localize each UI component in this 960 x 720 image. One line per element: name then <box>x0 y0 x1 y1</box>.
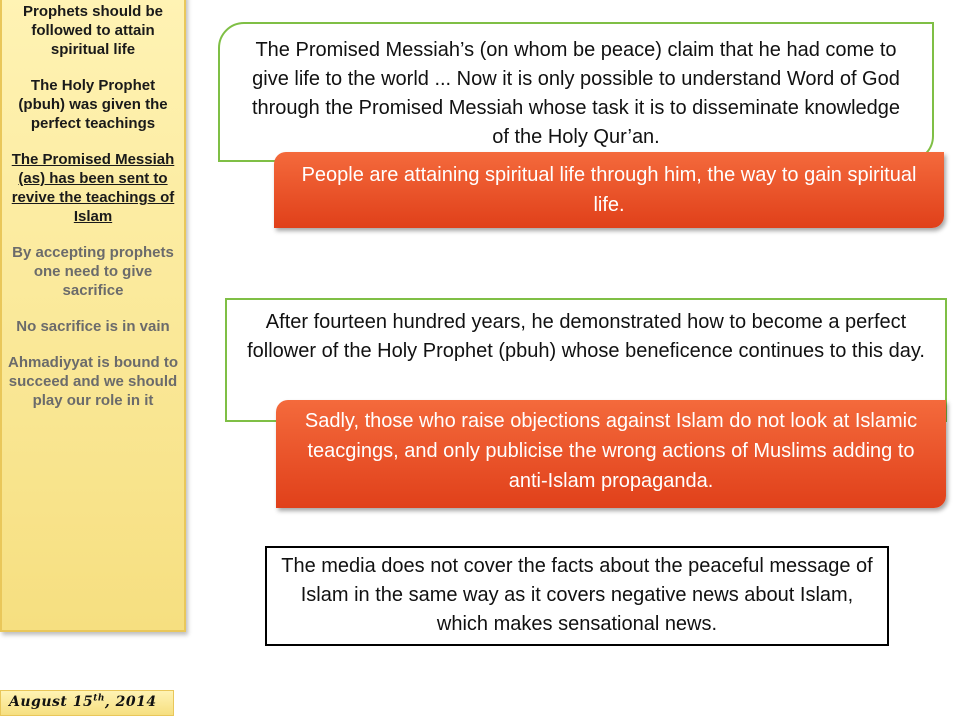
quote-box-fourteen-hundred-years: After fourteen hundred years, he demonstrated how to become a perfect follower of the Holy Prophet (pbuh) whose beneficence continues to this day. <box>225 298 947 422</box>
date-badge <box>0 690 174 716</box>
sidebar-outline <box>0 0 186 632</box>
sidebar-item-sacrifice: By accepting prophets one need to give sacrifice <box>12 244 174 299</box>
date-suffix: th <box>93 693 105 704</box>
sidebar-item-perfect-teachings: The Holy Prophet (pbuh) was given the perfect teachings <box>18 77 168 132</box>
quote-box-promised-messiah: The Promised Messiah’s (on whom be peace) claim that he had come to give life to the world ... Now it is only possible to understand Word of God through the Promised Messiah whose task it is to disseminate knowledge of the Holy Qur’an. <box>218 22 934 162</box>
date-year: , 2014 <box>104 694 157 710</box>
sidebar-item-follow-prophets: Prophets should be followed to attain spiritual life <box>22 3 163 58</box>
sidebar-item-no-sacrifice-in-vain: No sacrifice is in vain <box>16 318 170 335</box>
note-box-media: The media does not cover the facts about the peaceful message of Islam in the same way as it covers negative news about Islam, which makes sensational news. <box>265 546 889 646</box>
callout-objections: Sadly, those who raise objections against Islam do not look at Islamic teacgings, and only publicise the wrong actions of Muslims adding to anti-Islam propaganda. <box>276 400 946 508</box>
sidebar-item-promised-messiah: The Promised Messiah (as) has been sent to revive the teachings of Islam <box>11 151 175 225</box>
sidebar-item-ahmadiyyat-succeed: Ahmadiyyat is bound to succeed and we should play our role in it <box>7 354 178 409</box>
date-prefix: August 15 <box>9 694 94 710</box>
callout-spiritual-life: People are attaining spiritual life through him, the way to gain spiritual life. <box>274 152 944 228</box>
